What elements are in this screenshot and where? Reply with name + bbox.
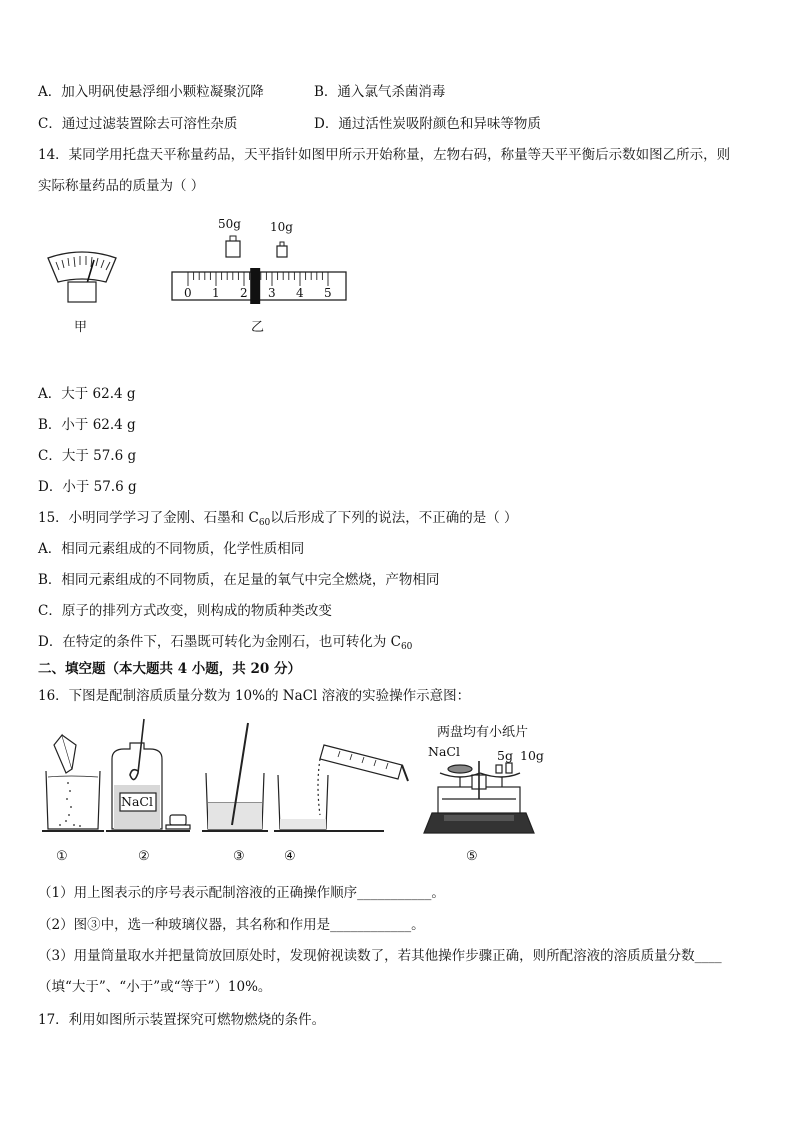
q14-option-b: B．小于 62.4 g: [38, 417, 136, 433]
q15-stem-subscript: 60: [258, 518, 271, 528]
weight-5g-label: 5g: [497, 748, 513, 763]
q13-option-b: B．通入氯气杀菌消毒: [314, 84, 446, 100]
q13-option-d: D．通过活性炭吸附颜色和异味等物质: [314, 116, 541, 132]
step2-reagent-bottle: [106, 719, 190, 831]
step5-balance: [424, 761, 534, 833]
q14-stem-line1: 14．某同学用托盘天平称量药品，天平指针如图甲所示开始称量，左物右码，称量等天平平衡后示数如图乙所示，则: [38, 147, 731, 163]
figure-label-yi: 乙: [251, 320, 265, 335]
q15-option-a: A．相同元素组成的不同物质，化学性质相同: [38, 541, 305, 557]
weight-10g-label: 10g: [270, 220, 293, 234]
balance-pointer-dial-figure: [44, 248, 120, 304]
q16-part2: （2）图③中，选一种玻璃仪器，其名称和作用是____________。: [38, 917, 425, 933]
q13-option-a: A．加入明矾使悬浮细小颗粒凝聚沉降: [38, 84, 264, 100]
q14-option-d: D．小于 57.6 g: [38, 479, 137, 495]
q14-option-c: C．大于 57.6 g: [38, 448, 137, 464]
section-heading-fill-in: 二、填空题（本大题共 4 小题，共 20 分）: [38, 661, 301, 677]
balance-note: 两盘均有小纸片: [437, 725, 529, 740]
q16-part3-line1: （3）用量筒量取水并把量筒放回原处时，发现俯视读数了，若其他操作步骤正确，则所配溶液的溶质质量分数____: [38, 948, 722, 964]
step-number-2: ②: [138, 849, 150, 864]
weight-10g-label-balance: 10g: [520, 748, 544, 763]
rider-scale-figure: [168, 234, 352, 306]
q15-option-d: [38, 634, 412, 652]
q15-stem-pre: 15．小明同学学习了金刚、石墨和 C: [38, 510, 259, 526]
step-number-1: ①: [56, 849, 68, 864]
step-number-4: ④: [284, 849, 296, 864]
q15-option-d-text: D．在特定的条件下，石墨既可转化为金刚石，也可转化为 C: [38, 634, 401, 650]
q17-stem: 17．利用如图所示装置探究可燃物燃烧的条件。: [38, 1012, 326, 1028]
step4-pouring-water: [274, 745, 408, 831]
q15-option-b: B．相同元素组成的不同物质，在足量的氧气中完全燃烧，产物相同: [38, 572, 440, 588]
step-number-3: ③: [233, 849, 245, 864]
rider-scale-tick-label: 3: [268, 286, 276, 300]
step1-pouring-solid: [42, 735, 104, 831]
bottle-label-nacl: NaCl: [121, 794, 153, 809]
q14-stem-line2: 实际称量药品的质量为（ ）: [38, 178, 205, 194]
q14-option-a: A．大于 62.4 g: [38, 386, 136, 402]
rider-scale-tick-label: 0: [184, 286, 192, 300]
q15-stem-post: 以后形成了下列的说法，不正确的是（ ）: [270, 510, 518, 526]
rider-scale-tick-label: 5: [324, 286, 332, 300]
pan-label-nacl: NaCl: [428, 744, 460, 759]
rider-scale-tick-label: 4: [296, 286, 304, 300]
q15-option-d-subscript: 60: [400, 642, 413, 652]
q16-part1: （1）用上图表示的序号表示配制溶液的正确操作顺序___________。: [38, 885, 445, 901]
step-number-5: ⑤: [466, 849, 478, 864]
rider-scale-tick-label: 2: [240, 286, 248, 300]
figure-label-jia: 甲: [74, 320, 88, 335]
q15-stem: [38, 510, 518, 528]
rider-scale-tick-label: 1: [212, 286, 220, 300]
q13-option-c: C．通过过滤装置除去可溶性杂质: [38, 116, 238, 132]
rider-block: [250, 268, 260, 304]
step3-stirring: [202, 723, 268, 831]
q16-part3-line2: （填“大于”、“小于”或“等于”）10%。: [38, 979, 272, 995]
weight-50g-label: 50g: [218, 217, 241, 231]
q15-option-c: C．原子的排列方式改变，则构成的物质种类改变: [38, 603, 332, 619]
q16-stem: 16．下图是配制溶质质量分数为 10%的 NaCl 溶液的实验操作示意图：: [38, 688, 471, 704]
